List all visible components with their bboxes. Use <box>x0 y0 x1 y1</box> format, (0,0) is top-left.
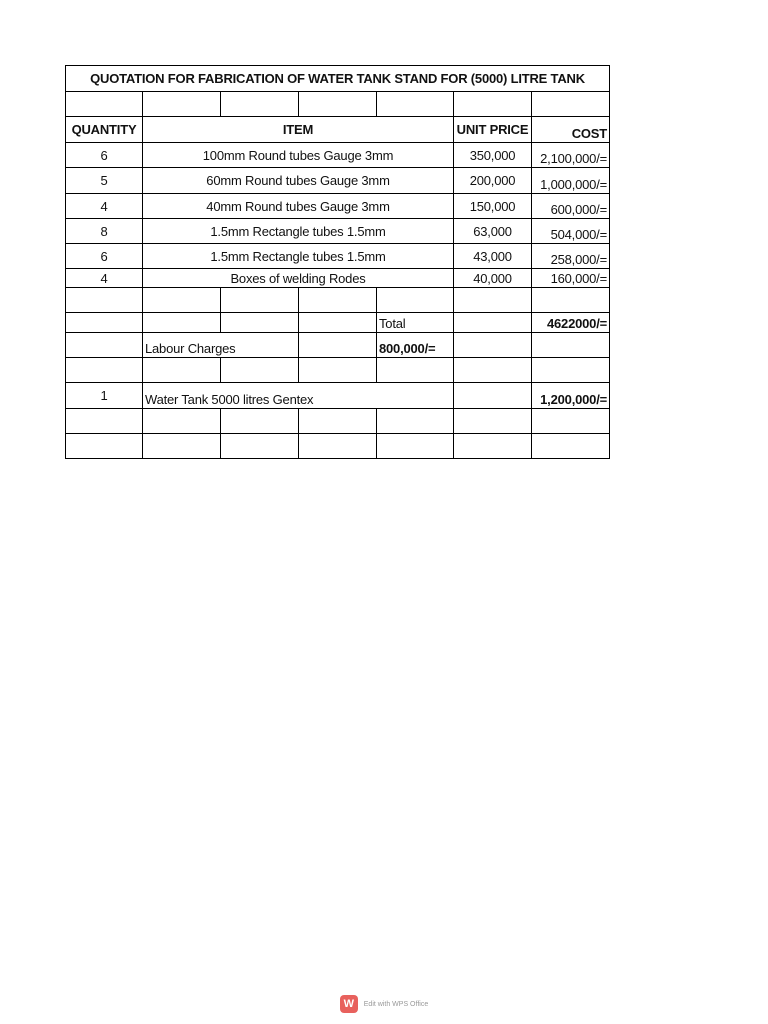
row-quantity: 6 <box>66 143 143 168</box>
quotation-title: QUOTATION FOR FABRICATION OF WATER TANK STAND FOR (5000) LITRE TANK <box>66 66 610 92</box>
item-header: ITEM <box>143 117 454 143</box>
wps-watermark[interactable] <box>0 995 768 1013</box>
row-unit-price: 350,000 <box>454 143 532 168</box>
table-row <box>66 143 610 168</box>
total-label: Total <box>377 313 454 333</box>
unit-price-header: UNIT PRICE <box>454 117 532 143</box>
labour-value: 800,000/= <box>377 333 454 358</box>
row-unit-price: 200,000 <box>454 168 532 194</box>
row-quantity: 8 <box>66 219 143 244</box>
row-cost: 504,000/= <box>532 219 610 244</box>
tank-quantity: 1 <box>66 383 143 409</box>
row-unit-price: 63,000 <box>454 219 532 244</box>
row-cost: 2,100,000/= <box>532 143 610 168</box>
table-row <box>66 269 610 288</box>
wps-footer-text: Edit with WPS Office <box>363 1000 429 1008</box>
row-unit-price: 150,000 <box>454 194 532 219</box>
row-item: 1.5mm Rectangle tubes 1.5mm <box>143 219 454 244</box>
row-item: 60mm Round tubes Gauge 3mm <box>143 168 454 194</box>
row-cost: 1,000,000/= <box>532 168 610 194</box>
row-quantity: 6 <box>66 244 143 269</box>
empty-row <box>66 434 610 459</box>
empty-row <box>66 288 610 313</box>
table-row <box>66 219 610 244</box>
row-unit-price: 40,000 <box>454 269 532 288</box>
row-quantity: 4 <box>66 269 143 288</box>
quotation-table <box>65 65 610 459</box>
tank-cost: 1,200,000/= <box>532 383 610 409</box>
row-cost: 600,000/= <box>532 194 610 219</box>
table-row <box>66 168 610 194</box>
table-row <box>66 194 610 219</box>
row-item: Boxes of welding Rodes <box>143 269 454 288</box>
labour-label: Labour Charges <box>143 333 299 358</box>
row-quantity: 5 <box>66 168 143 194</box>
quantity-header: QUANTITY <box>66 117 143 143</box>
row-unit-price: 43,000 <box>454 244 532 269</box>
row-quantity: 4 <box>66 194 143 219</box>
row-item: 40mm Round tubes Gauge 3mm <box>143 194 454 219</box>
total-value: 4622000/= <box>532 313 610 333</box>
header-row <box>66 117 610 143</box>
cost-header: COST <box>532 117 610 143</box>
table-row <box>66 244 610 269</box>
row-cost: 258,000/= <box>532 244 610 269</box>
row-item: 100mm Round tubes Gauge 3mm <box>143 143 454 168</box>
total-row <box>66 313 610 333</box>
tank-item: Water Tank 5000 litres Gentex <box>143 383 454 409</box>
tank-row <box>66 383 610 409</box>
empty-row <box>66 92 610 117</box>
row-item: 1.5mm Rectangle tubes 1.5mm <box>143 244 454 269</box>
wps-logo-icon: W <box>340 995 358 1013</box>
labour-row <box>66 333 610 358</box>
row-cost: 160,000/= <box>532 269 610 288</box>
empty-row <box>66 358 610 383</box>
empty-row <box>66 409 610 434</box>
